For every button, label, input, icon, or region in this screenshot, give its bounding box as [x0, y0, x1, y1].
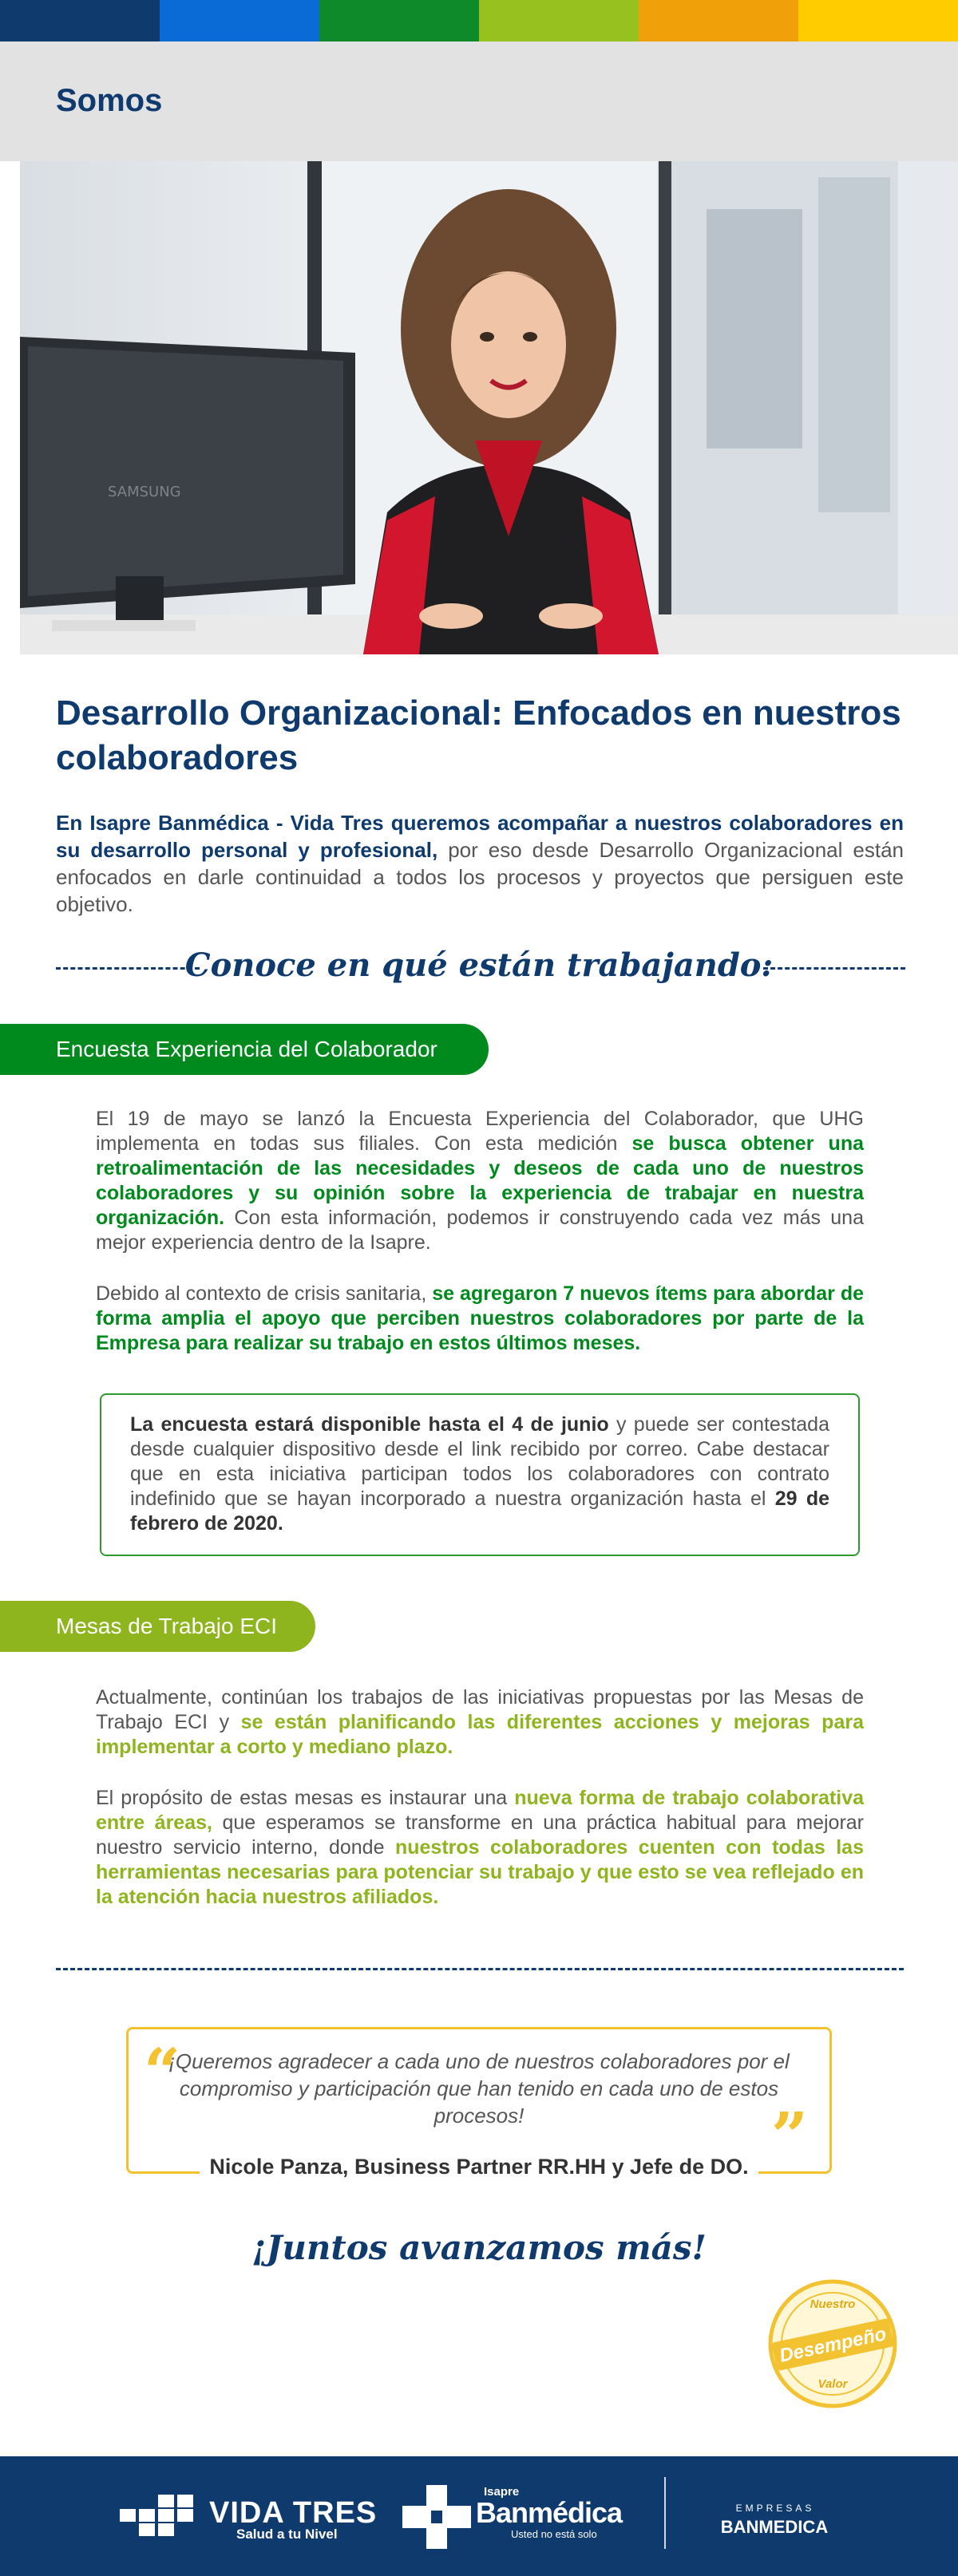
s2p1-text-a: Actualmente, continúan los trabajos de las iniciativas propuestas por las Mesas de Trabajo ECI y [96, 1686, 864, 1733]
footer-banmedica-name: Banmédica [476, 2496, 623, 2529]
top-color-stripe [0, 0, 958, 41]
s1p2-text-a: Debido al contexto de crisis sanitaria, [96, 1282, 433, 1305]
article-title: Desarrollo Organizacional: Enfocados en nuestros colaboradores [56, 693, 901, 777]
box-bold-cutoff: 29 de febrero de 2020. [130, 1488, 829, 1535]
footer-isapre-label: Isapre [484, 2485, 520, 2499]
s2p2-text-c: que esperamos se transforme en una práctica habitual para mejorar nuestro servicio interno, donde [96, 1811, 864, 1859]
header-band [0, 41, 958, 161]
stripe-orange [639, 0, 798, 41]
intro-bold: En Isapre Banmédica - Vida Tres queremos acompañar a nuestros colaboradores en su desarrollo personal y profesional, [56, 811, 904, 862]
hero-photo [20, 161, 958, 654]
s2p2-highlight-2: nuestros colaboradores cuenten con todas las herramientas necesarias para potenciar su trabajo y que esto se vea reflejado en la atención hacia nuestros afiliados. [96, 1836, 864, 1908]
stripe-green [319, 0, 479, 41]
section2-paragraph-1 [96, 1685, 864, 1760]
banmedica-logo-icon [402, 2485, 471, 2549]
vidatres-logo-icon [120, 2490, 200, 2541]
stripe-lime [479, 0, 639, 41]
page-title: Somos [56, 83, 163, 118]
s2p2-highlight-1: nueva forma de trabajo colaborativa entre áreas, [96, 1787, 865, 1834]
stripe-navy [0, 0, 160, 41]
s1p1-text-a: El 19 de mayo se lanzó la Encuesta Experiencia del Colaborador, que UHG implementa en todas sus filiales. Con esta medición [96, 1108, 864, 1155]
divider-dash-right [763, 967, 905, 970]
survey-info-box [100, 1393, 860, 1556]
tab-mesas-de-trabajo: Mesas de Trabajo ECI [0, 1601, 315, 1652]
intro-paragraph [56, 809, 904, 918]
s1p1-text-c: Con esta información, podemos ir construyendo cada vez más una mejor experiencia dentro de la Isapre. [96, 1207, 864, 1254]
footer-empresas-label: EMPRESAS [735, 2503, 815, 2514]
tab-encuesta-experiencia: Encuesta Experiencia del Colaborador [0, 1024, 489, 1075]
stripe-yellow [798, 0, 958, 41]
s2p2-text-a: El propósito de estas mesas es instaurar una [96, 1787, 515, 1809]
desempeno-badge [765, 2276, 901, 2412]
footer-banmedica-tagline: Usted no está solo [511, 2528, 597, 2540]
section-heading: Conoce en qué están trabajando: [184, 946, 774, 984]
quote-author: Nicole Panza, Business Partner RR.HH y Jefe de DO. [209, 2155, 749, 2179]
open-quote-icon: “ [144, 2034, 181, 2109]
footer-divider [664, 2477, 666, 2549]
close-quote-icon: ” [771, 2098, 809, 2173]
badge-bottom-text: Valor [817, 2377, 848, 2391]
svg-text:SAMSUNG: SAMSUNG [108, 484, 181, 500]
closing-slogan: ¡Juntos avanzamos más! [251, 2228, 707, 2267]
section-divider [56, 1968, 904, 1970]
badge-top-text: Nuestro [810, 2297, 856, 2311]
box-text: y puede ser contestada desde cualquier dispositivo desde el link recibido por correo. Cabe destacar que en esta iniciativa participan todos los colaboradores con contrato indefinido que se hayan incorporado a nuestra organización hasta el [130, 1413, 829, 1510]
s1p2-highlight: se agregaron 7 nuevos ítems para abordar de forma amplia el apoyo que perciben nuestros colaboradores por parte de la Empresa para realizar su trabajo en estos últimos meses. [96, 1282, 864, 1354]
footer-vidatres-name: VIDA TRES [209, 2496, 378, 2530]
footer-vidatres-tagline: Salud a tu Nivel [236, 2527, 338, 2542]
section2-paragraph-2 [96, 1786, 864, 1910]
box-bold-date: La encuesta estará disponible hasta el 4 de junio [130, 1413, 609, 1436]
s2p1-highlight: se están planificando las diferentes acciones y mejoras para implementar a corto y mediano plazo. [96, 1711, 864, 1758]
quote-text: ¡Queremos agradecer a cada uno de nuestros colaboradores por el compromiso y participación que han tenido en cada uno de estos procesos! [168, 2049, 790, 2128]
section1-paragraph-1 [96, 1107, 864, 1255]
person-at-desk-photo-icon [20, 161, 958, 654]
seal-icon [765, 2276, 901, 2412]
stripe-blue [160, 0, 319, 41]
footer-empresas-banmedica: BANMEDICA [720, 2517, 829, 2537]
s1p1-highlight: se busca obtener una retroalimentación de las necesidades y deseos de cada uno de nuestros colaboradores y su opinión sobre la experiencia de trabajar en nuestra organización. [96, 1132, 864, 1229]
badge-main-text: Desempeño [777, 2323, 889, 2367]
intro-rest: por eso desde Desarrollo Organizacional están enfocados en darle continuidad a todos los procesos y proyectos que persiguen este objetivo. [56, 838, 904, 916]
section1-paragraph-2 [96, 1282, 864, 1356]
